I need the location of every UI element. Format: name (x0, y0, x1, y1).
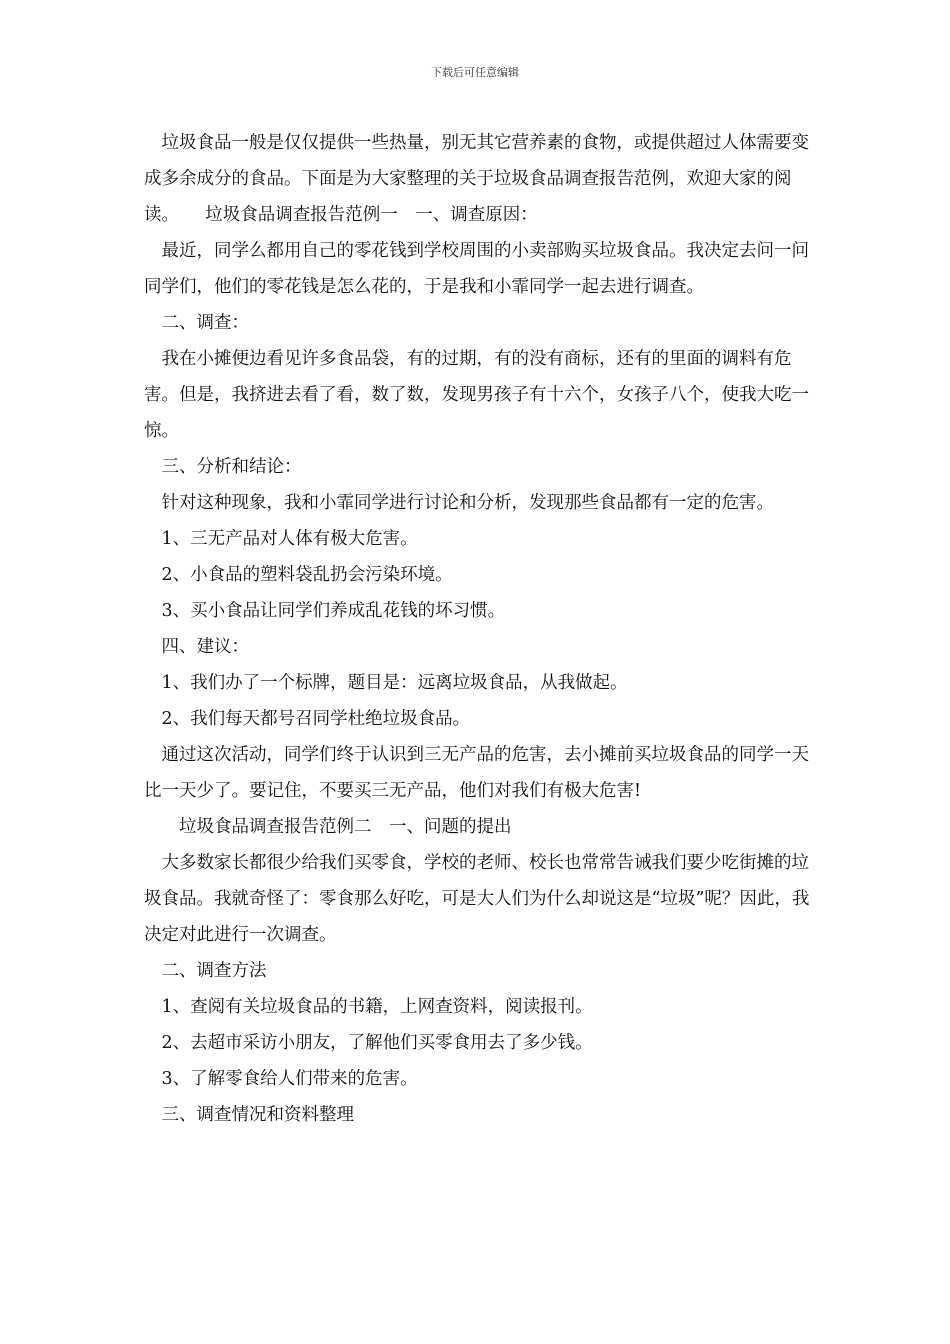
list-item: 2、小食品的塑料袋乱扔会污染环境。 (144, 565, 453, 585)
page-header: 下载后可任意编辑 (431, 66, 519, 79)
list-item: 1、三无产品对人体有极大危害。 (144, 529, 418, 549)
section-heading: 三、调查情况和资料整理 (144, 1105, 354, 1125)
section-heading: 二、调查： (144, 313, 249, 333)
intro-paragraph: 垃圾食品一般是仅仅提供一些热量，别无其它营养素的食物，或提供超过人体需要变成多余成分的食品。下面是为大家整理的关于垃圾食品调查报告范例，欢迎大家的阅读。 垃圾食品调查报告范例一 一、调查原因： (144, 133, 809, 225)
conclusion-paragraph: 通过这次活动，同学们终于认识到三无产品的危害，去小摊前买垃圾食品的同学一天比一天少了。要记住，不要买三无产品，他们对我们有极大危害! (144, 745, 809, 801)
list-item: 1、查阅有关垃圾食品的书籍，上网查资料，阅读报刊。 (144, 997, 593, 1017)
list-item: 3、买小食品让同学们养成乱花钱的坏习惯。 (144, 601, 506, 621)
list-item: 3、了解零食给人们带来的危害。 (144, 1069, 418, 1089)
list-item: 2、我们每天都号召同学杜绝垃圾食品。 (144, 709, 471, 729)
section-heading: 三、分析和结论： (144, 457, 302, 477)
section-heading: 四、建议： (144, 637, 249, 657)
survey-paragraph: 我在小摊便边看见许多食品袋，有的过期，有的没有商标，还有的里面的调料有危害。但是，我挤进去看了看，数了数，发现男孩子有十六个，女孩子八个，使我大吃一惊。 (144, 349, 809, 441)
document-body (144, 125, 816, 1133)
section-heading: 垃圾食品调查报告范例二 一、问题的提出 (144, 817, 512, 837)
problem-paragraph: 大多数家长都很少给我们买零食，学校的老师、校长也常常告诫我们要少吃街摊的垃圾食品。我就奇怪了：零食那么好吃，可是大人们为什么却说这是“垃圾”呢？因此，我决定对此进行一次调查。 (144, 853, 810, 945)
list-item: 2、去超市采访小朋友，了解他们买零食用去了多少钱。 (144, 1033, 593, 1053)
section-heading: 二、调查方法 (144, 961, 267, 981)
survey-reason-paragraph: 最近，同学么都用自己的零花钱到学校周围的小卖部购买垃圾食品。我决定去问一问同学们，他们的零花钱是怎么花的，于是我和小霏同学一起去进行调查。 (144, 241, 809, 297)
list-item: 1、我们办了一个标牌，题目是：远离垃圾食品，从我做起。 (144, 673, 628, 693)
analysis-paragraph: 针对这种现象，我和小霏同学进行讨论和分析，发现那些食品都有一定的危害。 (144, 493, 774, 513)
